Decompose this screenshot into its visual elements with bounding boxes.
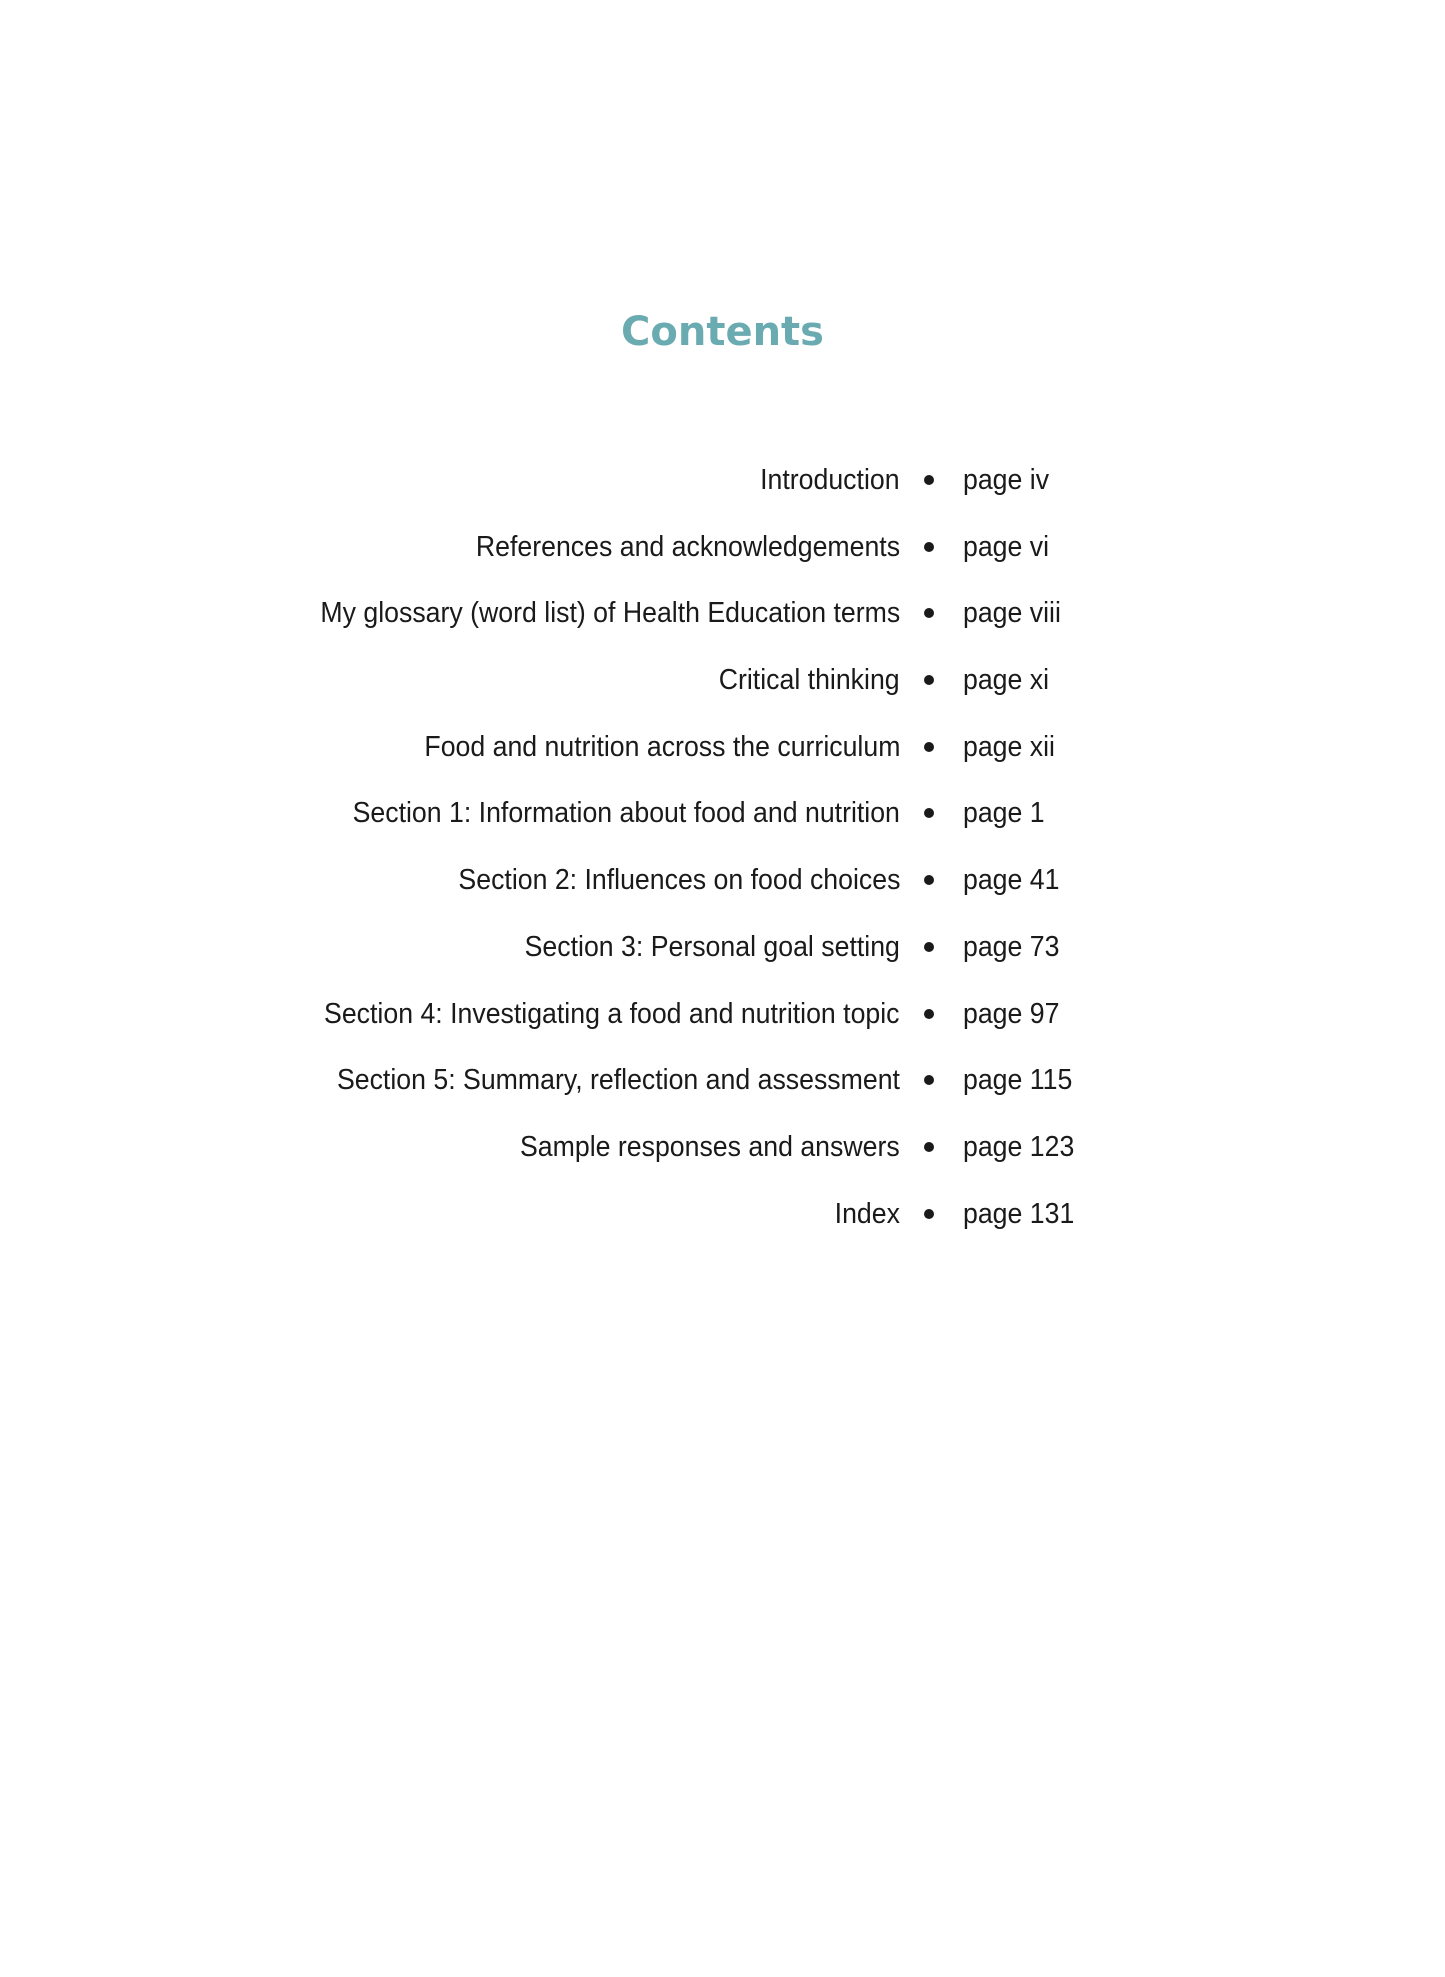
- toc-entry-page: page 73: [963, 930, 1060, 963]
- toc-entry-label: References and acknowledgements: [475, 530, 900, 563]
- bullet-icon: [924, 1009, 934, 1019]
- toc-entry-label: Critical thinking: [719, 664, 900, 697]
- bullet-icon: [924, 742, 934, 752]
- toc-entry-page: page 41: [963, 864, 1060, 897]
- toc-entry-page: page 97: [963, 997, 1060, 1030]
- toc-entry-index: [0, 1194, 1445, 1261]
- toc-entry-section-4: [0, 994, 1445, 1061]
- toc-entry-critical-thinking: [0, 660, 1445, 727]
- toc-entry-page: page iv: [963, 464, 1050, 496]
- bullet-icon: [924, 808, 934, 818]
- toc-entry-label: Section 5: Summary, reflection and assessment: [336, 1064, 900, 1097]
- bullet-icon: [924, 875, 934, 885]
- bullet-icon: [924, 1209, 934, 1219]
- bullet-icon: [924, 542, 934, 552]
- toc-entry-introduction: [0, 460, 1445, 527]
- table-of-contents: [0, 460, 1445, 1260]
- toc-entry-page: page xii: [963, 730, 1055, 763]
- toc-entry-page: page vi: [963, 530, 1050, 563]
- toc-entry-label: Food and nutrition across the curriculum: [423, 730, 900, 763]
- toc-entry-page: page viii: [963, 597, 1061, 630]
- bullet-icon: [924, 1142, 934, 1152]
- toc-entry-glossary: [0, 593, 1445, 660]
- toc-entry-label: My glossary (word list) of Health Education terms: [320, 597, 900, 630]
- toc-entry-label: Section 3: Personal goal setting: [524, 930, 900, 963]
- toc-entry-page: page 131: [963, 1197, 1075, 1230]
- toc-entry-label: Section 1: Information about food and nutrition: [352, 797, 900, 830]
- bullet-icon: [924, 675, 934, 685]
- bullet-icon: [924, 942, 934, 952]
- toc-entry-section-2: [0, 860, 1445, 927]
- bullet-icon: [924, 475, 934, 485]
- toc-entry-label: Sample responses and answers: [520, 1130, 900, 1163]
- toc-entry-label: Index: [834, 1197, 900, 1230]
- bullet-icon: [924, 608, 934, 618]
- bullet-icon: [924, 1075, 934, 1085]
- toc-entry-page: page xi: [963, 664, 1050, 697]
- page-title: Contents: [621, 309, 824, 355]
- toc-entry-page: page 1: [963, 797, 1045, 830]
- toc-entry-curriculum: [0, 727, 1445, 794]
- toc-entry-references: [0, 527, 1445, 594]
- toc-entry-label: Section 2: Influences on food choices: [457, 864, 900, 897]
- toc-entry-label: Introduction: [760, 464, 900, 496]
- toc-entry-sample-responses: [0, 1127, 1445, 1194]
- toc-entry-section-3: [0, 927, 1445, 994]
- toc-entry-page: page 123: [963, 1130, 1075, 1163]
- toc-entry-section-5: [0, 1060, 1445, 1127]
- toc-entry-section-1: [0, 793, 1445, 860]
- toc-entry-label: Section 4: Investigating a food and nutrition topic: [324, 997, 900, 1030]
- toc-entry-page: page 115: [963, 1064, 1073, 1097]
